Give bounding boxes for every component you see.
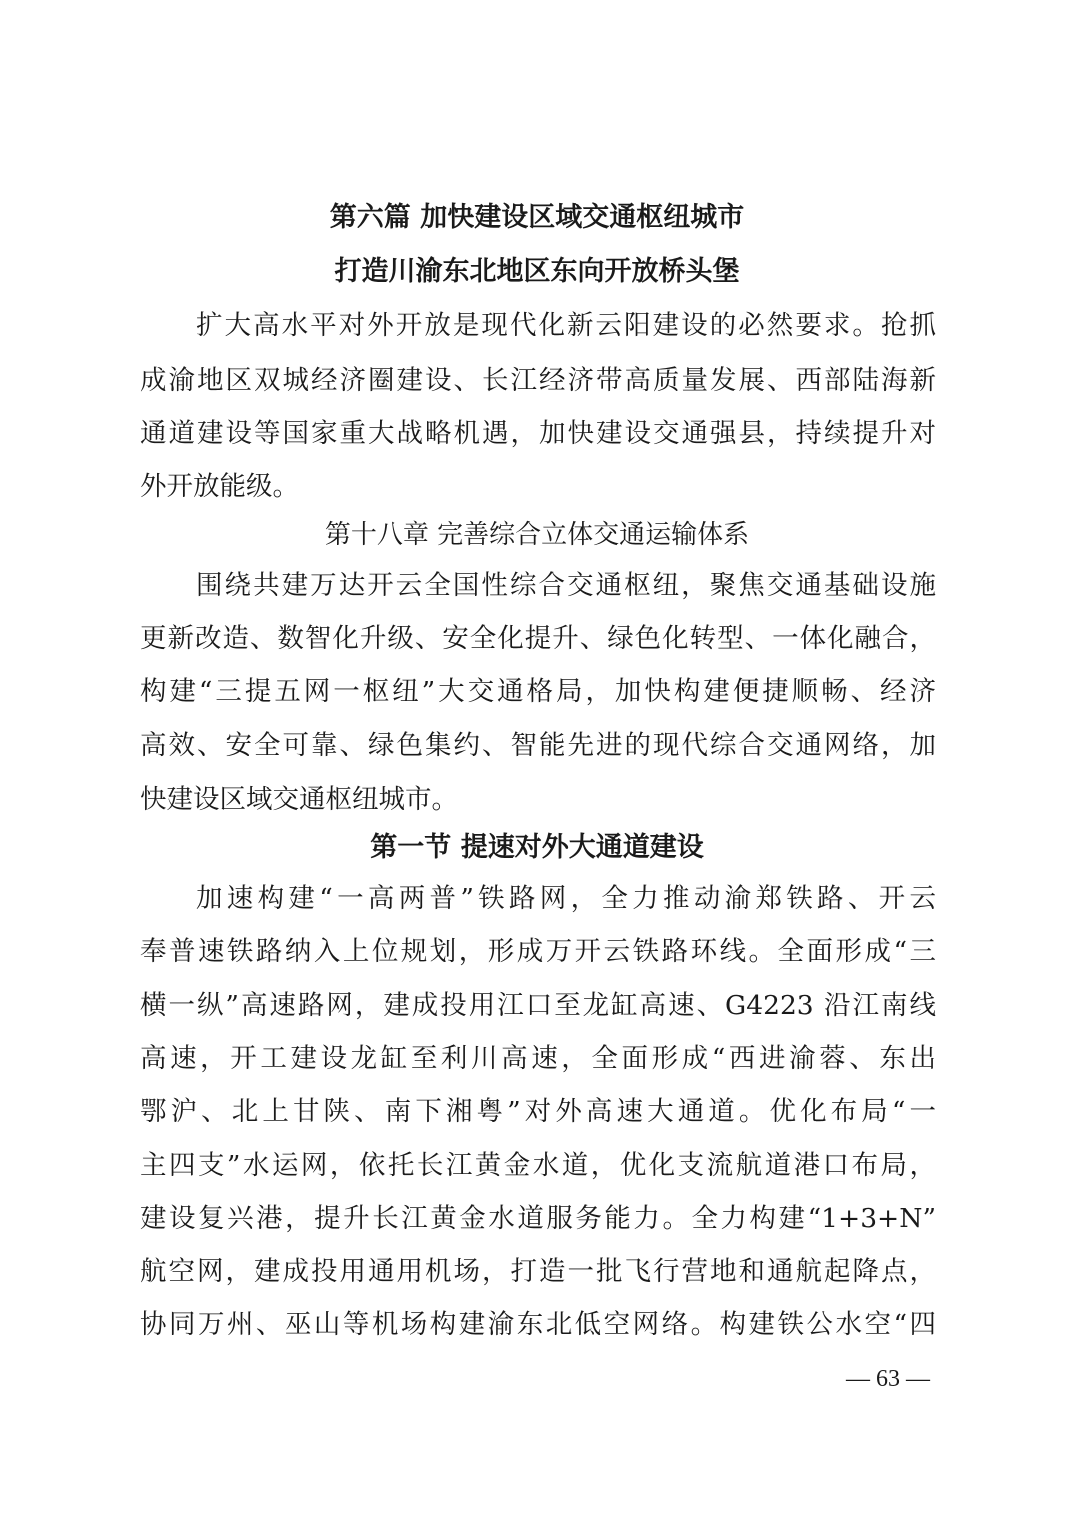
paragraph-line: 快建设区域交通枢纽城市。 <box>140 784 458 815</box>
paragraph-line: 鄂沪、北上甘陕、南下湘粤”对外高速大通道。优化布局“一 <box>140 1096 936 1127</box>
section-title: 第一节 提速对外大通道建设 <box>370 832 704 863</box>
paragraph-line: 高效、安全可靠、绿色集约、智能先进的现代综合交通网络，加 <box>140 730 936 761</box>
paragraph-line: 通道建设等国家重大战略机遇，加快建设交通强县，持续提升对 <box>140 418 936 449</box>
part-subtitle: 打造川渝东北地区东向开放桥头堡 <box>334 256 740 287</box>
paragraph-line: 奉普速铁路纳入上位规划，形成万开云铁路环线。全面形成“三 <box>140 936 936 967</box>
paragraph-line: 扩大高水平对外开放是现代化新云阳建设的必然要求。抢抓 <box>196 310 936 341</box>
paragraph-line: 围绕共建万达开云全国性综合交通枢纽，聚焦交通基础设施 <box>196 570 936 601</box>
paragraph-line: 外开放能级。 <box>140 471 299 502</box>
paragraph-line: 加速构建“一高两普”铁路网，全力推动渝郑铁路、开云 <box>196 883 936 914</box>
paragraph-line: 协同万州、巫山等机场构建渝东北低空网络。构建铁公水空“四 <box>140 1309 936 1340</box>
paragraph-line: 更新改造、数智化升级、安全化提升、绿色化转型、一体化融合， <box>140 623 936 654</box>
paragraph-line: 高速，开工建设龙缸至利川高速，全面形成“西进渝蓉、东出 <box>140 1043 936 1074</box>
paragraph-line: 航空网，建成投用通用机场，打造一批飞行营地和通航起降点， <box>140 1256 936 1287</box>
paragraph-line: 成渝地区双城经济圈建设、长江经济带高质量发展、西部陆海新 <box>140 365 936 396</box>
paragraph-line: 主四支”水运网，依托长江黄金水道，优化支流航道港口布局， <box>140 1150 936 1181</box>
paragraph-line: 构建“三提五网一枢纽”大交通格局，加快构建便捷顺畅、经济 <box>140 676 936 707</box>
chapter-title: 第十八章 完善综合立体交通运输体系 <box>324 520 750 550</box>
paragraph-line: 建设复兴港，提升长江黄金水道服务能力。全力构建“1+3+N” <box>140 1203 936 1234</box>
part-title: 第六篇 加快建设区域交通枢纽城市 <box>329 202 745 233</box>
page-number: — 63 — <box>846 1366 930 1392</box>
paragraph-line: 横一纵”高速路网，建成投用江口至龙缸高速、G4223 沿江南线 <box>140 990 936 1021</box>
